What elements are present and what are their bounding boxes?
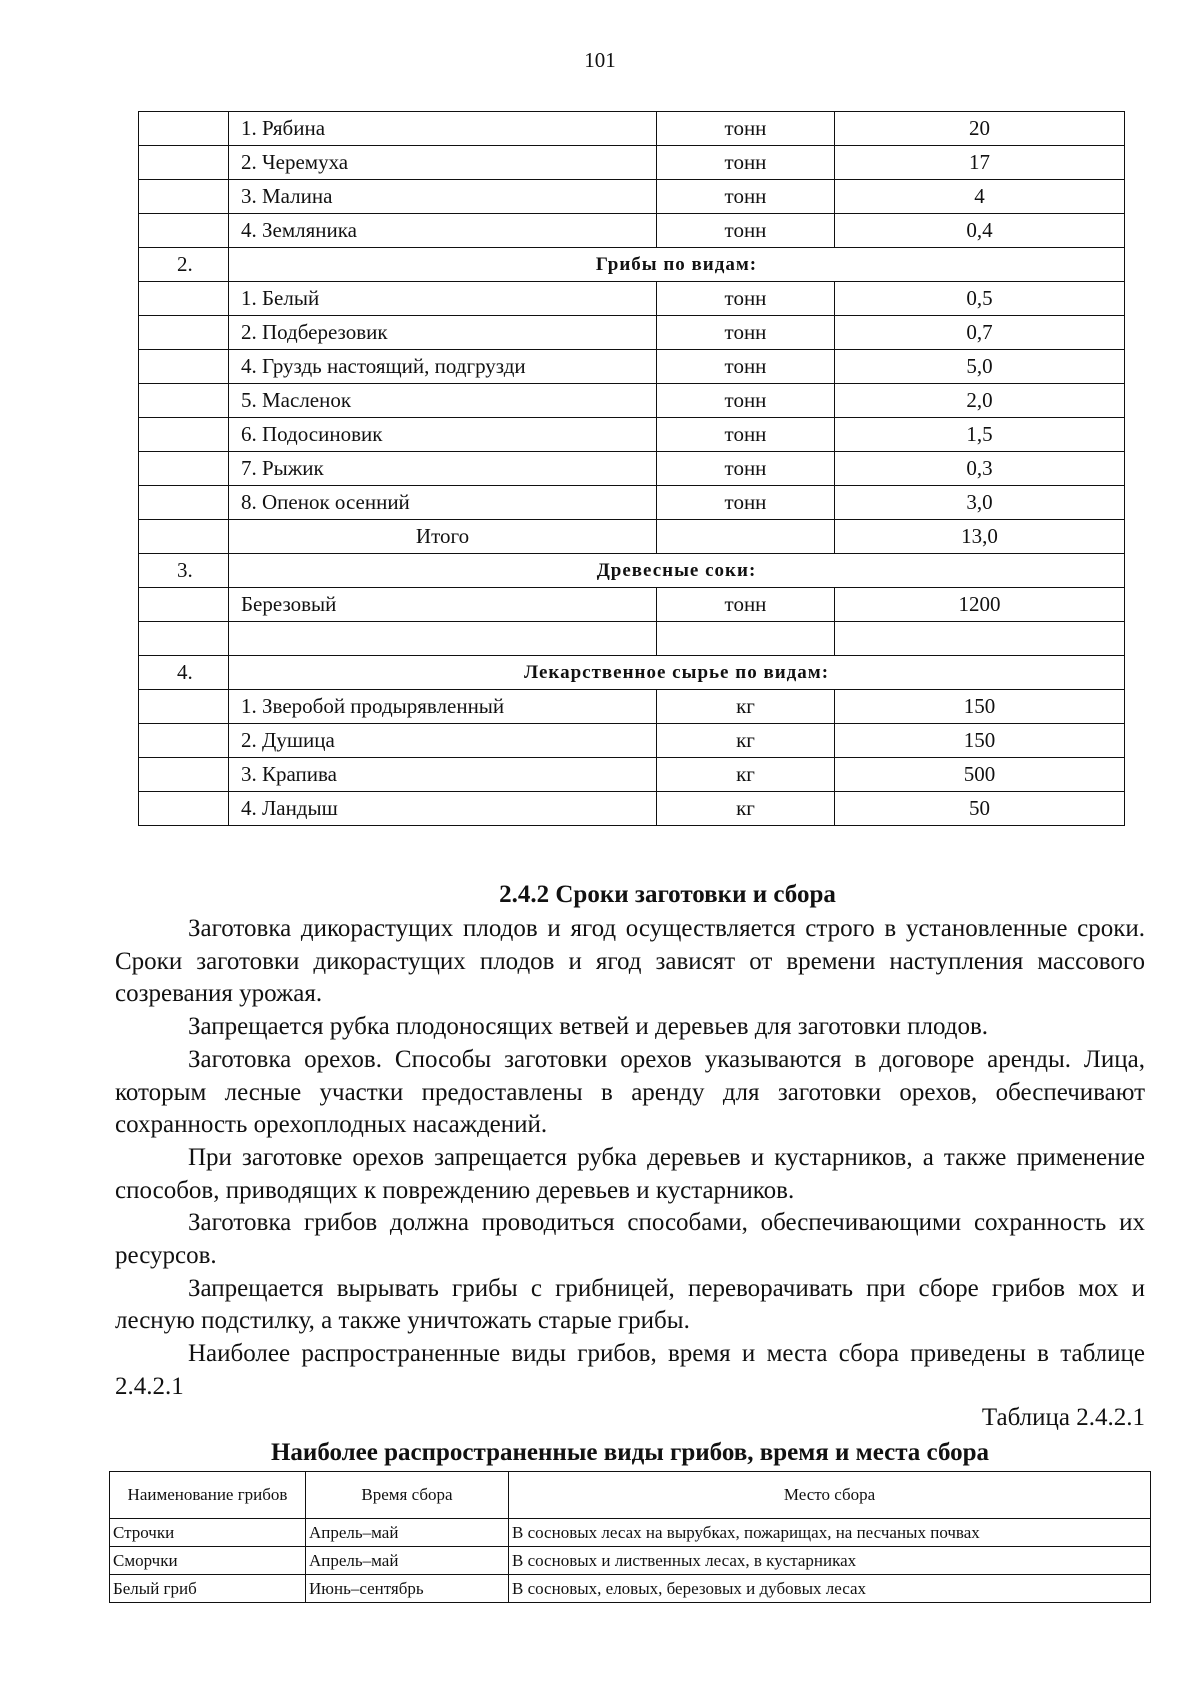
item-unit: тонн	[657, 486, 835, 520]
item-value	[835, 622, 1125, 656]
row-number	[139, 792, 229, 826]
table-row	[139, 214, 1125, 248]
table-row	[139, 112, 1125, 146]
item-unit: кг	[657, 724, 835, 758]
row-number	[139, 452, 229, 486]
table-cell: Апрель–май	[306, 1519, 509, 1547]
table-row	[139, 146, 1125, 180]
item-unit: кг	[657, 758, 835, 792]
item-unit: тонн	[657, 112, 835, 146]
item-unit: тонн	[657, 418, 835, 452]
row-number	[139, 622, 229, 656]
item-name: 5. Масленок	[229, 384, 657, 418]
row-number	[139, 520, 229, 554]
row-number	[139, 282, 229, 316]
section-title: Лекарственное сырье по видам:	[229, 656, 1125, 690]
paragraph: Заготовка грибов должна проводиться способами, обеспечивающими сохранность их ресурсов.	[115, 1209, 1145, 1270]
table-row	[110, 1547, 1151, 1575]
item-name: 7. Рыжик	[229, 452, 657, 486]
table-row	[139, 622, 1125, 656]
fungi-table-body	[110, 1519, 1151, 1603]
table-row	[139, 316, 1125, 350]
column-header: Наименование грибов	[110, 1472, 306, 1519]
section-body	[115, 913, 1145, 1404]
item-value: 20	[835, 112, 1125, 146]
item-name: 4. Ландыш	[229, 792, 657, 826]
table-row	[139, 418, 1125, 452]
table-row	[139, 758, 1125, 792]
section-title: Древесные соки:	[229, 554, 1125, 588]
total-row	[139, 520, 1125, 554]
column-header: Место сбора	[509, 1472, 1151, 1519]
item-value: 5,0	[835, 350, 1125, 384]
item-name: Березовый	[229, 588, 657, 622]
row-number	[139, 690, 229, 724]
item-unit: кг	[657, 690, 835, 724]
row-number: 2.	[139, 248, 229, 282]
table-cell: Белый гриб	[110, 1575, 306, 1603]
table-row	[139, 452, 1125, 486]
paragraph: Заготовка орехов. Способы заготовки орехов указываются в договоре аренды. Лица, которым лесные участки предоставлены в аренду для заготовки орехов, обеспечивают сохранность орехоплодных насаждений.	[115, 1045, 1145, 1139]
table-row	[139, 724, 1125, 758]
row-number	[139, 146, 229, 180]
item-unit: тонн	[657, 282, 835, 316]
table-cell: Сморчки	[110, 1547, 306, 1575]
item-name: 6. Подосиновик	[229, 418, 657, 452]
item-name: 1. Рябина	[229, 112, 657, 146]
table-row	[139, 180, 1125, 214]
table-cell: В сосновых и лиственных лесах, в кустарниках	[509, 1547, 1151, 1575]
item-value: 1200	[835, 588, 1125, 622]
table-row	[139, 350, 1125, 384]
row-number: 3.	[139, 554, 229, 588]
item-unit: тонн	[657, 384, 835, 418]
row-number	[139, 588, 229, 622]
table-row	[139, 792, 1125, 826]
item-value: 17	[835, 146, 1125, 180]
table-row	[110, 1575, 1151, 1603]
item-value: 0,7	[835, 316, 1125, 350]
row-number	[139, 350, 229, 384]
table-row	[139, 690, 1125, 724]
table-row	[139, 282, 1125, 316]
row-number	[139, 112, 229, 146]
table-cell: В сосновых лесах на вырубках, пожарищах, на песчаных почвах	[509, 1519, 1151, 1547]
item-unit: тонн	[657, 146, 835, 180]
item-name: 4. Груздь настоящий, подгрузди	[229, 350, 657, 384]
item-value: 150	[835, 690, 1125, 724]
item-unit: тонн	[657, 588, 835, 622]
table-cell: Апрель–май	[306, 1547, 509, 1575]
item-value: 13,0	[835, 520, 1125, 554]
paragraph: Заготовка дикорастущих плодов и ягод осуществляется строго в установленные сроки. Сроки заготовки дикорастущих плодов и ягод зависят от времени наступления массового созревания урожая.	[115, 915, 1145, 1008]
column-header: Время сбора	[306, 1472, 509, 1519]
item-name: Итого	[229, 520, 657, 554]
item-value: 4	[835, 180, 1125, 214]
item-unit	[657, 622, 835, 656]
item-unit: тонн	[657, 452, 835, 486]
item-value: 1,5	[835, 418, 1125, 452]
item-name: 2. Душица	[229, 724, 657, 758]
item-value: 0,4	[835, 214, 1125, 248]
item-value: 500	[835, 758, 1125, 792]
table-caption: Таблица 2.4.2.1	[981, 1404, 1145, 1431]
item-name: 3. Крапива	[229, 758, 657, 792]
item-name: 1. Белый	[229, 282, 657, 316]
table-cell: Июнь–сентябрь	[306, 1575, 509, 1603]
row-number	[139, 316, 229, 350]
item-name: 2. Черемуха	[229, 146, 657, 180]
item-name: 3. Малина	[229, 180, 657, 214]
fungi-table	[109, 1471, 1151, 1603]
item-unit	[657, 520, 835, 554]
table-row	[110, 1519, 1151, 1547]
item-name: 1. Зверобой продырявленный	[229, 690, 657, 724]
row-number	[139, 180, 229, 214]
section-row	[139, 554, 1125, 588]
table-header-row	[110, 1472, 1151, 1519]
section-title: Грибы по видам:	[229, 248, 1125, 282]
row-number	[139, 384, 229, 418]
item-unit: тонн	[657, 350, 835, 384]
resources-table	[138, 111, 1125, 826]
item-name: 2. Подберезовик	[229, 316, 657, 350]
row-number	[139, 724, 229, 758]
item-value: 50	[835, 792, 1125, 826]
item-value: 0,5	[835, 282, 1125, 316]
section-heading: 2.4.2 Сроки заготовки и сбора	[499, 881, 836, 908]
item-value: 3,0	[835, 486, 1125, 520]
table-row	[139, 588, 1125, 622]
item-unit: тонн	[657, 214, 835, 248]
resources-table-body	[139, 112, 1125, 826]
item-value: 150	[835, 724, 1125, 758]
table-cell: В сосновых, еловых, березовых и дубовых лесах	[509, 1575, 1151, 1603]
item-unit: тонн	[657, 316, 835, 350]
item-name: 8. Опенок осенний	[229, 486, 657, 520]
item-value: 2,0	[835, 384, 1125, 418]
row-number	[139, 486, 229, 520]
paragraph: Запрещается вырывать грибы с грибницей, переворачивать при сборе грибов мох и лесную подстилку, а также уничтожать старые грибы.	[115, 1274, 1145, 1335]
paragraph: Наиболее распространенные виды грибов, время и места сбора приведены в таблице 2.4.2.1	[115, 1340, 1145, 1400]
paragraph: Запрещается рубка плодоносящих ветвей и деревьев для заготовки плодов.	[188, 1013, 989, 1041]
item-unit: тонн	[657, 180, 835, 214]
section-row	[139, 248, 1125, 282]
item-unit: кг	[657, 792, 835, 826]
table-cell: Строчки	[110, 1519, 306, 1547]
row-number	[139, 418, 229, 452]
section-row	[139, 656, 1125, 690]
item-name: 4. Земляника	[229, 214, 657, 248]
paragraph: При заготовке орехов запрещается рубка деревьев и кустарников, а также применение способов, приводящих к повреждению деревьев и кустарников.	[115, 1143, 1145, 1204]
row-number	[139, 214, 229, 248]
table-row	[139, 486, 1125, 520]
table-title: Наиболее распространенные виды грибов, время и места сбора	[270, 1439, 990, 1466]
item-name	[229, 622, 657, 656]
page-number: 101	[584, 48, 616, 72]
table-row	[139, 384, 1125, 418]
row-number	[139, 758, 229, 792]
item-value: 0,3	[835, 452, 1125, 486]
row-number: 4.	[139, 656, 229, 690]
